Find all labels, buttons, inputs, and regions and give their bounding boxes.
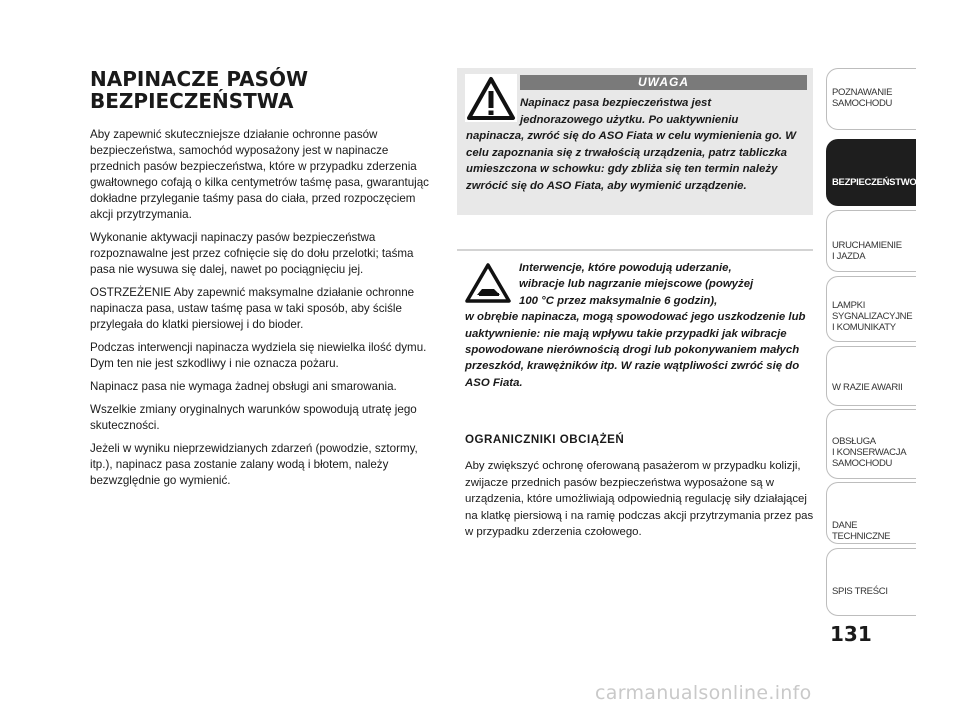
- section-text: Aby zwiększyć ochronę oferowaną pasażerom w przypadku kolizji, zwijacze przednich pasów bezpieczeństwa wyposażone są w urządzenia, które umożliwiają odpowiednią regulację siły działającej na klatkę piersiową i na ramię podczas akcji przytrzymania przez pas w przypadku zderzenia czołowego.: [465, 460, 814, 538]
- page-number: 131: [830, 622, 872, 646]
- paragraph: Wykonanie aktywacji napinaczy pasów bezpieczeństwa rozpoznawalne jest przez cofnięcie się do dołu przelotki; taśma pasa nie wysuwa się dalej, nawet po pociągnięciu jej.: [90, 231, 414, 276]
- tab-lampki-sygnalizacyjne[interactable]: [826, 276, 916, 342]
- tab-label: OBSŁUGA I KONSERWACJA SAMOCHODU: [832, 436, 907, 469]
- paragraph: OSTRZEŻENIE Aby zapewnić maksymalne działanie ochronne napinacza pasa, ustaw taśmę pasa w taki sposób, aby ściśle przylegała do klatki piersiowej i do bioder.: [90, 286, 415, 331]
- tab-spis-tresci[interactable]: [826, 548, 916, 616]
- section-divider: [457, 249, 813, 251]
- tab-label: SPIS TREŚCI: [832, 586, 888, 597]
- tab-obsluga-i-konserwacja[interactable]: [826, 409, 916, 479]
- tab-label: DANE TECHNICZNE: [832, 520, 891, 542]
- tab-label: BEZPIECZEŃSTWO: [832, 177, 917, 188]
- tab-label: LAMPKI SYGNALIZACYJNE I KOMUNIKATY: [832, 300, 913, 333]
- tab-w-razie-awarii[interactable]: [826, 346, 916, 406]
- paragraph: Aby zapewnić skuteczniejsze działanie ochronne pasów bezpieczeństwa, samochód wyposażony jest w napinacze przednich pasów bezpieczeństwa, które w przypadku zderzenia gwałtownego cofają o kilka centymetrów taśmę pasa, gwarantując dokładne przyleganie taśmy pasa do ciała, przed rozpoczęciem akcji przytrzymania.: [90, 128, 429, 221]
- tab-label: POZNAWANIE SAMOCHODU: [832, 87, 893, 109]
- paragraph: Napinacz pasa nie wymaga żadnej obsługi ani smarowania.: [90, 380, 397, 393]
- tab-bezpieczenstwo[interactable]: [826, 139, 916, 206]
- page-title-line-2: BEZPIECZEŃSTWA: [90, 89, 294, 113]
- section-heading: OGRANICZNIKI OBCIĄŻEŃ: [465, 433, 625, 446]
- environment-note: Interwencje, które powodują uderzanie, wibracje lub nagrzanie miejscowe (powyżej 100 °C przez maksymalnie 6 godzin), w obrębie napinacza, mogą spowodować jego uszkodzenie lub uaktywnienie: nie mają wpływu takie przypadki jak wibracje spowodowane nierównością drogi lub pokonywaniem małych przeszkód, krawężników itp. W razie wątpliwości zwróć się do ASO Fiata.: [465, 262, 806, 389]
- page-title: [90, 68, 420, 112]
- paragraph: Wszelkie zmiany oryginalnych warunków spowodują utratę jego skuteczności.: [90, 403, 417, 432]
- tab-dane-techniczne[interactable]: [826, 482, 916, 544]
- watermark: carmanualsonline.info: [595, 682, 812, 704]
- tab-label: URUCHAMIENIE I JAZDA: [832, 240, 902, 262]
- page-title-line-1: NAPINACZE PASÓW: [90, 67, 309, 91]
- warning-box: [457, 68, 813, 215]
- tab-poznawanie-samochodu[interactable]: [826, 68, 916, 130]
- paragraph: Podczas interwencji napinacza wydziela się niewielka ilość dymu. Dym ten nie jest szkodliwy i nie oznacza pożaru.: [90, 341, 427, 370]
- warning-header: UWAGA: [520, 75, 807, 90]
- paragraph: Jeżeli w wyniku nieprzewidzianych zdarzeń (powodzie, sztormy, itp.), napinacz pasa zostanie zalany wodą i błotem, należy bezwzględnie go wymienić.: [90, 442, 418, 487]
- tab-label: W RAZIE AWARII: [832, 382, 903, 393]
- tab-uruchamienie-i-jazda[interactable]: [826, 210, 916, 272]
- warning-text: Napinacz pasa bezpieczeństwa jest jednorazowego użytku. Po uaktywnieniu napinacza, zwróć się do ASO Fiata w celu wymienienia go. W celu zapoznania się z trwałością urządzenia, patrz tabliczka umieszczona w schowku: gdy zbliża się ten termin należy zwrócić się do ASO Fiata, aby wymienić urządzenie.: [466, 97, 796, 192]
- main-text: [90, 127, 438, 496]
